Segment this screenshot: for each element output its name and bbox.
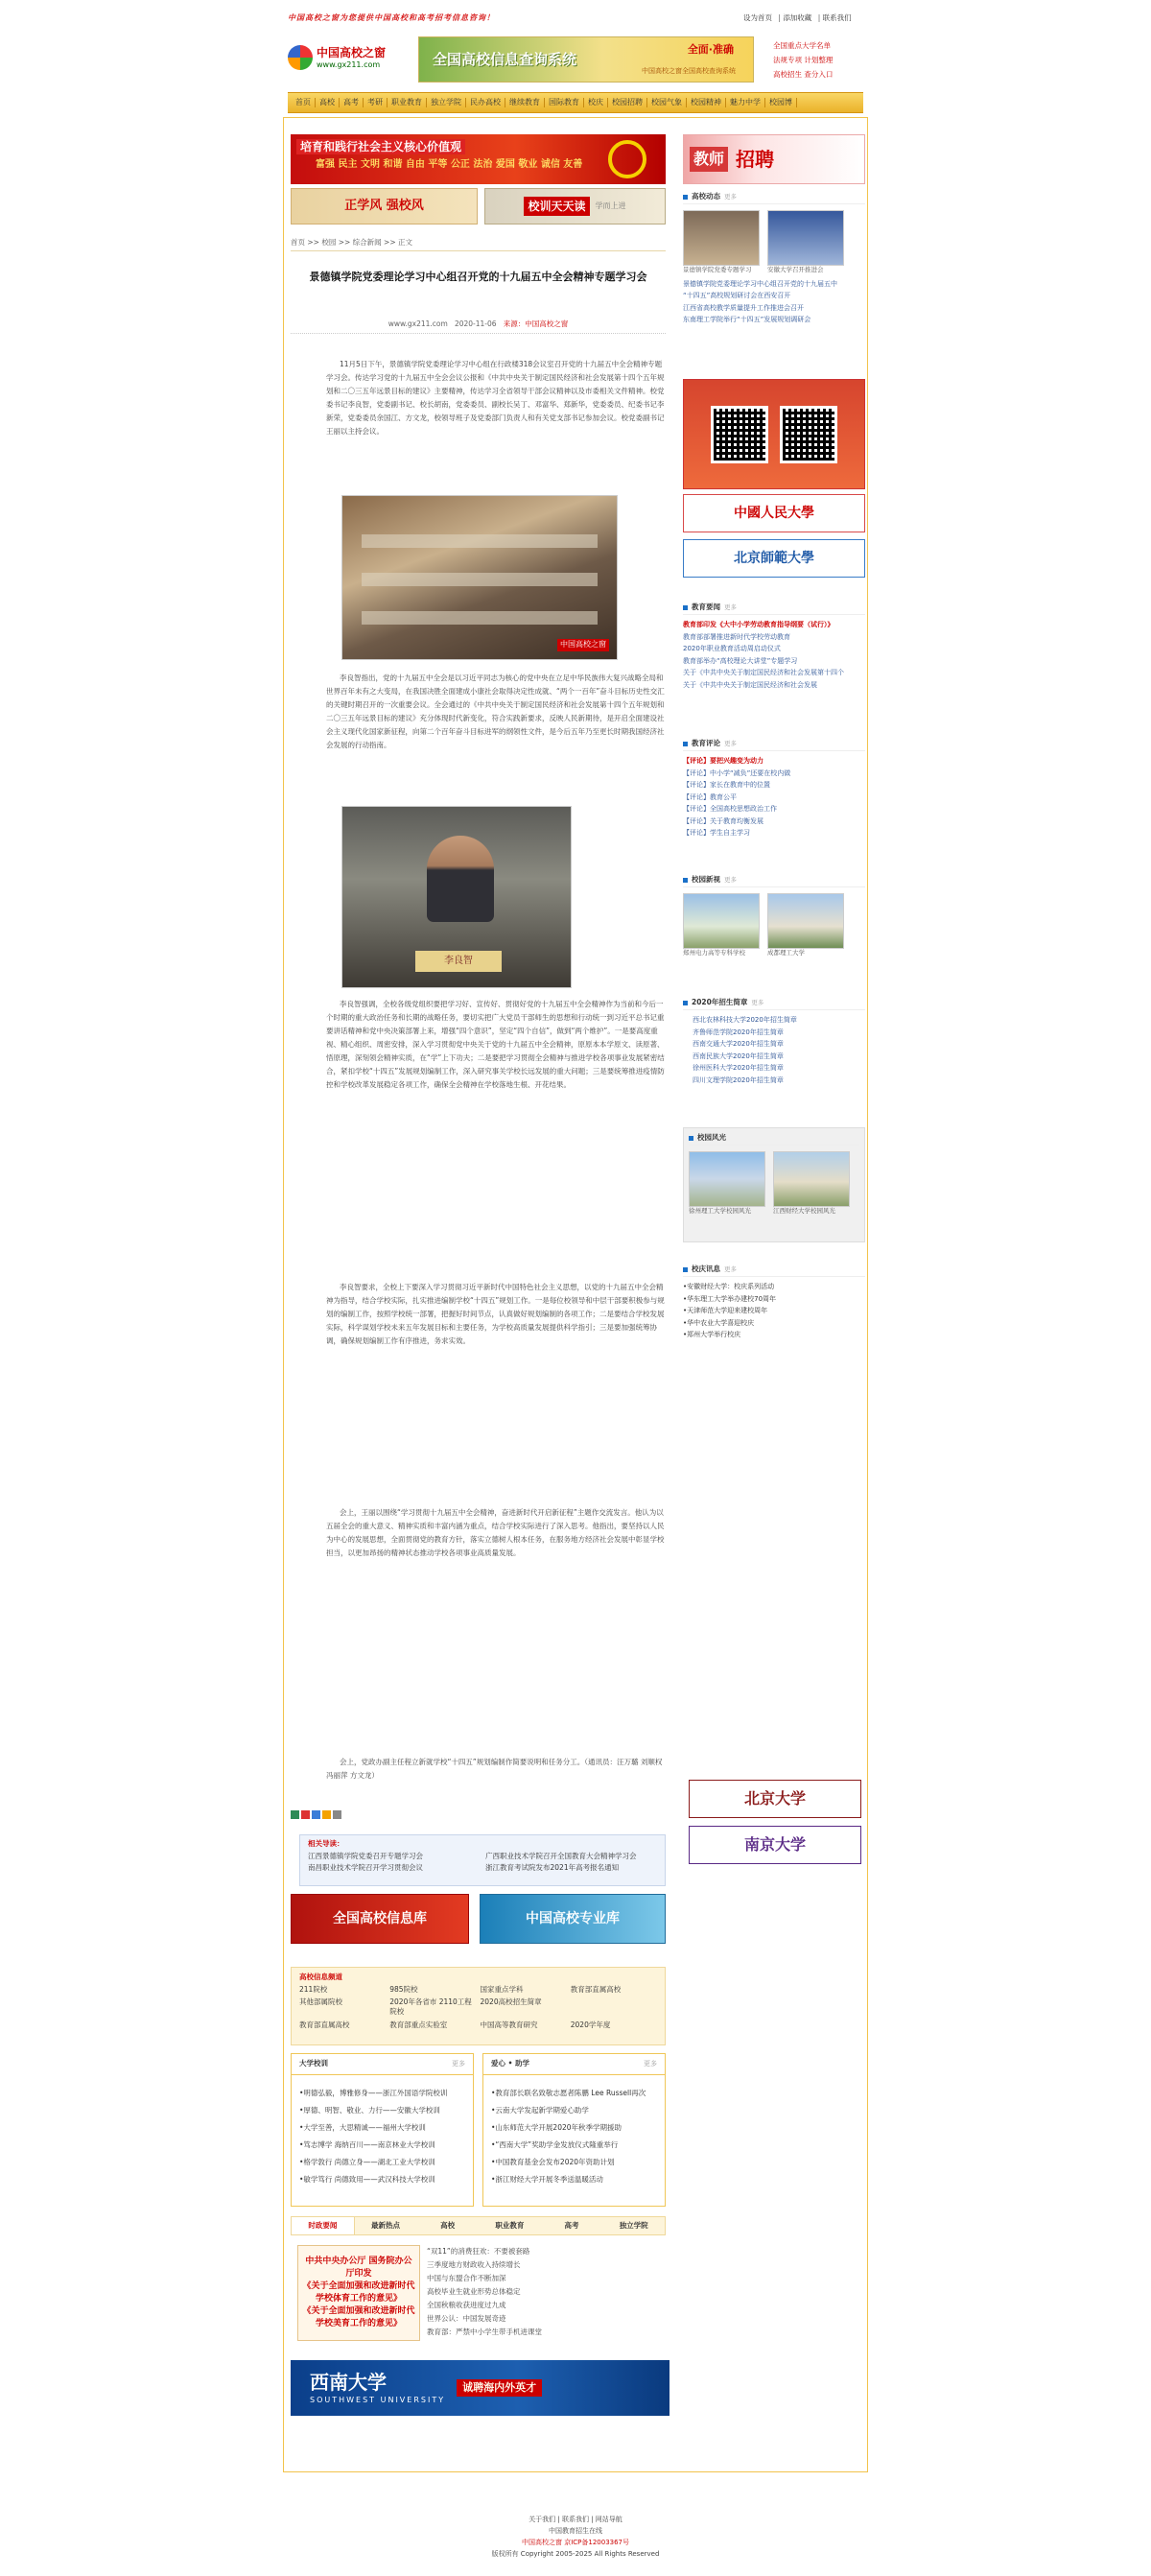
news-item[interactable]: 【评论】中小学“减负”还要在校内做 [683, 768, 791, 777]
southwest-name: 西南大学 [310, 2371, 387, 2395]
section-bullet-icon [689, 1136, 693, 1141]
speaker-figure [427, 836, 494, 922]
motto-box-title: 大学校训 [299, 2059, 328, 2068]
tab-independent[interactable]: 独立学院 [619, 2221, 648, 2230]
ad-major-db-text: 中国高校专业库 [526, 1910, 620, 1926]
top-link-contact[interactable]: 联系我们 [822, 13, 852, 22]
nav-item[interactable]: 职业教育 [388, 98, 427, 107]
teacher-recruit-banner[interactable] [683, 134, 865, 184]
nav-item[interactable]: 高考 [340, 98, 364, 107]
campus-thumb[interactable] [767, 893, 844, 949]
news-item[interactable]: 关于《中共中央关于制定国民经济和社会发展 [683, 680, 817, 689]
news-item[interactable]: 高校毕业生就业形势总体稳定 [427, 2287, 521, 2296]
news-item[interactable]: •华东理工大学举办建校70周年 [683, 1294, 777, 1303]
share-bar [291, 1810, 341, 1819]
news-item[interactable]: 徐州医科大学2020年招生简章 [693, 1064, 784, 1073]
channel-link[interactable]: 教育部直属高校 [570, 1985, 622, 1995]
scenery-thumb[interactable] [773, 1151, 850, 1207]
article-date: 2020-11-06 [454, 319, 497, 328]
article-paragraph: 会上，王丽以围绕“学习贯彻十九届五中全会精神，奋进新时代开启新征程”主题作交流发言。他认为以五届全会的重大意义、精神实质和丰富内涵为重点，结合学校实际进行了深入思考。他指出，要坚持以人民为中心的发展思想，全面贯彻党的教育方针，落实立德树人根本任务，在服务地方经济社会发展中彰显学校担当，以更加昂扬的精神状态推动学校各项事业高质量发展。 [326, 1508, 665, 1557]
news-item[interactable]: •天津师范大学迎来建校周年 [683, 1307, 768, 1315]
motto-banner-text: 校训天天读 [524, 197, 589, 216]
share-weibo-icon[interactable] [301, 1810, 310, 1819]
news-item[interactable]: 教育部举办“高校理论大讲堂”专题学习 [683, 656, 798, 665]
header-link[interactable]: 高校招生 查分入口 [773, 70, 834, 79]
list-item[interactable]: •敏学笃行 尚德致用——武汉科技大学校训 [299, 2175, 435, 2184]
college-info-channel [291, 1967, 666, 2045]
motto-banner[interactable] [484, 188, 666, 225]
nameplate: 李良智 [415, 951, 502, 972]
top-links: 设为首页 | 添加收藏 | 联系我们 [743, 13, 852, 22]
campus-view-section [683, 875, 865, 957]
news-item[interactable]: 2020年职业教育活动周启动仪式 [683, 645, 781, 653]
article-title: 景德镇学院党委理论学习中心组召开党的十九届五中全会精神专题学习会 [309, 271, 647, 283]
news-item[interactable]: 【评论】要把兴趣变为动力 [683, 757, 763, 766]
thumb-caption[interactable]: 景德镇学院党委专题学习 [683, 266, 752, 274]
section-title: 校园风光 [697, 1133, 726, 1142]
news-item[interactable]: 全国秋粮收获进度过九成 [427, 2301, 506, 2309]
more-link[interactable]: 更多 [644, 2059, 657, 2068]
news-item[interactable]: 【评论】全国高校思想政治工作 [683, 805, 777, 814]
thumb-caption[interactable]: 徐州理工大学校园风光 [689, 1207, 751, 1216]
channel-link[interactable]: 其他部属院校 [299, 1997, 342, 2007]
values-line2: 富强 民主 文明 和谐 自由 平等 公正 法治 爱国 敬业 诚信 友善 [316, 159, 583, 170]
list-item[interactable]: •山东师范大学开展2020年秋季学期援助 [491, 2123, 622, 2132]
more-link[interactable]: 更多 [724, 739, 737, 747]
channel-link[interactable]: 985院校 [389, 1985, 418, 1995]
thumb-caption[interactable]: 成都理工大学 [767, 949, 805, 957]
article-site[interactable]: www.gx211.com [388, 319, 448, 328]
campus-thumb[interactable] [683, 893, 760, 949]
logo-mark-icon [288, 45, 313, 70]
list-item[interactable]: •“西南大学”奖助学金发放仪式隆重举行 [491, 2140, 619, 2149]
list-item[interactable]: •笃志博学 海纳百川——南京林业大学校训 [299, 2140, 435, 2149]
related-title: 相关导读： [308, 1839, 344, 1848]
college-news-section [683, 192, 865, 326]
thumb-caption[interactable]: 安徽大学召开推进会 [767, 266, 824, 274]
channel-link[interactable]: 211院校 [299, 1985, 328, 1995]
related-link[interactable]: 南昌职业技术学院召开学习贯彻会议 [308, 1863, 423, 1873]
channel-link[interactable] [571, 1997, 657, 2017]
nav-item[interactable]: 校园博 [765, 98, 797, 107]
anniversary-section [683, 1264, 865, 1341]
southwest-ad[interactable] [291, 2360, 669, 2416]
motto-box [291, 2053, 474, 2207]
news-list [427, 2245, 666, 2339]
article-paragraph: 李良智指出，党的十九届五中全会是以习近平同志为核心的党中央在立足中华民族伟大复兴战略全局和世界百年未有之大变局，在我国决胜全面建成小康社会取得决定性成就、“两个一百年”奋斗目标历史性交汇的关键时期召开的一次重要会议。全会通过的《中共中央关于制定国民经济和社会发展第十四个五年规划和二〇三五年远景目标的建议》充分体现时代新变化，符合实践新要求，反映人民新期待，是开启全面建设社会主义现代化国家新征程，向第二个百年奋斗目标进军的纲领性文件，是今后五年乃至更长时期我国经济社会发展的行动指南。 [326, 674, 665, 749]
list-item[interactable]: •明德弘毅，博雅修身——浙江外国语学院校训 [299, 2089, 448, 2097]
news-item[interactable]: 【评论】学生自主学习 [683, 829, 750, 838]
banner-sub: 全面·准确 [687, 43, 734, 56]
qr-code-icon [711, 406, 768, 463]
related-link[interactable]: 广西职业技术学院召开全国教育大会精神学习会 [485, 1852, 637, 1861]
section-title: 教育评论 [692, 739, 720, 747]
share-qq-icon[interactable] [312, 1810, 320, 1819]
nav-item[interactable]: 继续教育 [505, 98, 545, 107]
nav-item[interactable]: 高校 [316, 98, 340, 107]
news-item[interactable]: 教育部印发《大中小学劳动教育指导纲要（试行）》 [683, 621, 834, 629]
more-link[interactable]: 更多 [724, 192, 737, 201]
news-item[interactable]: 关于《中共中央关于制定国民经济和社会发展第十四个 [683, 669, 844, 677]
channel-link[interactable]: 国家重点学科 [480, 1985, 524, 1995]
news-item[interactable]: 三季度地方财政收入持续增长 [427, 2260, 521, 2269]
ad-college-db[interactable] [291, 1894, 469, 1944]
admission-section [683, 998, 865, 1086]
channel-link[interactable]: 中国高等教育研究 [480, 2020, 538, 2029]
news-item[interactable]: 中国与东盟合作不断加深 [427, 2274, 506, 2282]
more-link[interactable]: 更多 [724, 603, 737, 611]
news-item[interactable]: 西南民族大学2020年招生简章 [693, 1052, 784, 1060]
channel-link[interactable]: 教育部直属高校 [299, 2020, 350, 2029]
article-meta [291, 319, 666, 334]
footer [288, 2514, 863, 2560]
news-tabs [291, 2216, 666, 2235]
top-slogan: 中国高校之窗为您提供中国高校和高考招考信息咨询！ [288, 13, 495, 22]
share-qzone-icon[interactable] [322, 1810, 331, 1819]
article-paragraph: 李良智强调，全校各级党组织要把学习好、宣传好、贯彻好党的十九届五中全会精神作为当前和今后一个时期的重大政治任务和长期的战略任务，要切实把广大党员干部师生的思想和行动统一到习近平总书记重要讲话精神和党中央决策部署上来，增强“四个意识”，坚定“四个自信”，做到“两个维护”。一是要高度重视、精心组织、周密安排，深入学习贯彻党中央关于党的十九届五中全会精神，原原本本学原文、读原著、悟原理，深刻领会精神实质，在“学”上下功夫；二是要把学习贯彻全会精神与推进学校各项事业发展紧密结合，紧扣学校“十四五”发展规划编制工作，深入研究事关学校长远发展的重大问题；三是要统筹推进疫情防控和学校改革发展稳定各项工作，确保全会精神在学校落地生根、开花结果。 [326, 1000, 665, 1089]
values-banner[interactable] [291, 134, 666, 184]
article-paragraph: 11月5日下午，景德镇学院党委理论学习中心组在行政楼318会议室召开党的十九届五中全会精神专题学习会。传达学习党的十九届五中全会会议公报和《中共中央关于制定国民经济和社会发展第十四个五年规划和二〇三五年远景目标的建议》主要精神，传达学习全省领导干部会议精神以及市委相关文件精神。校党委书记李良智，党委副书记、校长胡南，党委委员、副校长吴丁、邓富华、郑新华，党委委员、纪委书记李新荣，党委委员余国江、方文龙，校领导班子及党委部门负责人和有关党支部书记参加会议。校党委副书记王丽以主持会议。 [326, 360, 665, 436]
news-item[interactable]: 世界公认：中国发展奇迹 [427, 2314, 506, 2323]
channel-link[interactable]: 2020高校招生简章 [480, 1997, 542, 2007]
news-item[interactable]: 东南理工学院举行“十四五”发展规划调研会 [683, 316, 811, 324]
renmin-university-logo[interactable]: 中國人民大學 [683, 494, 865, 532]
photo-watermark: 中国高校之窗 [557, 639, 609, 651]
channel-title: 高校信息频道 [299, 1973, 342, 1981]
section-bullet-icon [683, 195, 688, 200]
section-title: 2020年招生简章 [692, 998, 748, 1006]
related-link[interactable]: 江西景德镇学院党委召开专题学习会 [308, 1852, 423, 1861]
tab-hot[interactable]: 最新热点 [371, 2221, 400, 2230]
more-link[interactable]: 更多 [751, 998, 764, 1006]
top-link-fav[interactable]: 添加收藏 [783, 13, 812, 22]
news-item[interactable]: 四川文理学院2020年招生简章 [693, 1075, 784, 1084]
channel-link[interactable]: 教育部重点实验室 [389, 2020, 448, 2029]
header-links [773, 38, 833, 82]
speaker-photo [341, 806, 572, 988]
meeting-photo [341, 495, 618, 660]
nav-item[interactable]: 校园招聘 [608, 98, 647, 107]
related-reading [299, 1834, 666, 1886]
southwest-slogan: 诚聘海内外英才 [457, 2379, 542, 2398]
banner-sub2: 中国高校之窗全国高校查询系统 [642, 66, 736, 75]
more-link[interactable]: 更多 [724, 1264, 737, 1273]
news-item[interactable]: 西南交通大学2020年招生简章 [693, 1040, 784, 1049]
education-comment-section [683, 739, 865, 839]
news-item[interactable]: 【评论】教育公平 [683, 792, 737, 801]
more-link[interactable]: 更多 [452, 2059, 465, 2068]
list-item[interactable]: •教育部长联名致敬志愿者陈鹏 Lee Russell再次 [491, 2089, 646, 2097]
news-thumb[interactable] [767, 210, 844, 266]
footer-links[interactable]: 关于我们 | 联系我们 | 网站导航 [529, 2516, 622, 2523]
tab-vocational[interactable]: 职业教育 [495, 2221, 525, 2230]
logo-name: 中国高校之窗 [317, 45, 387, 59]
news-item[interactable]: 教育部：严禁中小学生带手机进课堂 [427, 2328, 542, 2336]
news-item[interactable]: •郑州大学举行校庆 [683, 1331, 741, 1339]
list-item[interactable]: •厚德、明智、敬业、力行——安徽大学校训 [299, 2106, 440, 2115]
share-more-icon[interactable] [333, 1810, 341, 1819]
scenery-thumb[interactable] [689, 1151, 765, 1207]
values-line1: 培育和践行社会主义核心价值观 [296, 139, 465, 154]
nav-item[interactable]: 考研 [364, 98, 388, 107]
news-item[interactable]: 西北农林科技大学2020年招生简章 [693, 1016, 797, 1025]
section-title: 校庆讯息 [692, 1264, 720, 1273]
recruit-title: 招聘 [736, 147, 775, 171]
nav-item[interactable]: 国际教育 [545, 98, 584, 107]
nav-item[interactable]: 校园气象 [647, 98, 687, 107]
section-bullet-icon [683, 605, 688, 610]
motto-banner-sub: 学而上进 [595, 201, 626, 210]
thumb-caption[interactable]: 郑州电力高等专科学校 [683, 949, 745, 957]
news-thumb[interactable] [683, 210, 760, 266]
section-title: 校园新视 [692, 875, 720, 884]
channel-link[interactable]: 2020学年度 [570, 2020, 611, 2029]
article-source: 来源：中国高校之窗 [503, 319, 569, 328]
pku-logo[interactable]: 北京大学 [689, 1780, 861, 1818]
more-link[interactable]: 更多 [724, 875, 737, 884]
southwest-en: SOUTHWEST UNIVERSITY [310, 2396, 446, 2405]
channel-link[interactable]: 2020年各省市 2110工程院校 [389, 1997, 472, 2017]
main-nav [288, 92, 863, 113]
nav-item[interactable]: 独立学院 [427, 98, 466, 107]
news-item[interactable]: 【评论】关于教育均衡发展 [683, 816, 763, 825]
list-item[interactable]: •云南大学发起新学期爱心助学 [491, 2106, 589, 2115]
news-item[interactable]: •华中农业大学喜迎校庆 [683, 1318, 755, 1327]
nav-item[interactable]: 校园精神 [687, 98, 726, 107]
notice-line: 《关于全面加强和改进新时代学校美育工作的意见》 [302, 2306, 415, 2328]
header-link[interactable]: 法规专项 计划整理 [773, 56, 834, 64]
section-title: 教育要闻 [692, 603, 720, 611]
ad-college-db-text: 全国高校信息库 [333, 1910, 427, 1926]
site-logo[interactable] [288, 35, 412, 81]
header-banner[interactable] [418, 36, 754, 83]
section-bullet-icon [683, 878, 688, 883]
aid-box-title: 爱心 • 助学 [491, 2059, 530, 2068]
news-item[interactable]: 江西省高校教学质量提升工作推进会召开 [683, 303, 804, 312]
header-link[interactable]: 全国重点大学名单 [773, 41, 831, 50]
recruit-label: 教师 [690, 147, 728, 172]
nav-item[interactable]: 校庆 [584, 98, 608, 107]
aid-box [482, 2053, 666, 2207]
logo-url: www.gx211.com [317, 59, 381, 69]
ad-major-db[interactable] [480, 1894, 666, 1944]
breadcrumb[interactable]: 首页 >> 校园 >> 综合新闻 >> 正文 [291, 238, 666, 251]
policy-notice[interactable] [297, 2245, 420, 2341]
style-banner[interactable] [291, 188, 478, 225]
notice-line: 中共中央办公厅 国务院办公厅印发 [305, 2257, 412, 2279]
qr-codes [683, 379, 865, 489]
nav-item[interactable]: 首页 [292, 98, 316, 107]
campus-scenery-section [683, 1127, 865, 1242]
news-item[interactable]: 景德镇学院党委理论学习中心组召开党的十九届五中 [683, 279, 837, 288]
qr-code-icon [780, 406, 837, 463]
news-item[interactable]: “双11”的消费狂欢：不要被套路 [427, 2247, 530, 2256]
tab-gaokao[interactable]: 高考 [564, 2221, 579, 2230]
article-paragraph: 李良智要求，全校上下要深入学习贯彻习近平新时代中国特色社会主义思想，以党的十九届五中全会精神为指导，结合学校实际，扎实推进编制学校“十四五”规划工作。一是每位校领导和中层干部要积极参与规划的编制工作，按照学校统一部署，把握好时间节点，认真做好规划编制的各项工作；二是要结合学校发展实际，科学谋划学校未来五年发展目标和主要任务，为学校高质量发展提供科学指引；三是要加强统筹协调，确保规划编制工作有序推进，务求实效。 [326, 1283, 665, 1345]
bnu-logo[interactable]: 北京師範大學 [683, 539, 865, 578]
footer-icp[interactable]: 中国高校之窗 京ICP备12003367号 [521, 2539, 630, 2546]
section-bullet-icon [683, 1267, 688, 1272]
footer-line: 中国教育招生在线 [549, 2527, 602, 2535]
news-item[interactable]: 齐鲁师范学院2020年招生简章 [693, 1028, 784, 1036]
nju-logo[interactable]: 南京大学 [689, 1826, 861, 1864]
article-paragraph: 会上，党政办副主任程立新就学校“十四五”规划编制作简要说明和任务分工。（通讯员：汪万璐 刘顺权 冯丽萍 方文龙） [326, 1758, 663, 1780]
section-bullet-icon [683, 742, 688, 746]
style-banner-text: 正学风 强校风 [344, 199, 424, 214]
news-item[interactable]: •安徽财经大学：校庆系列活动 [683, 1283, 775, 1291]
footer-copyright: 版权所有 Copyright 2005-2025 All Rights Reserved [491, 2550, 660, 2558]
nav-item[interactable]: 民办高校 [466, 98, 505, 107]
education-news-section [683, 603, 865, 691]
party-emblem-icon [608, 140, 646, 178]
banner-title: 全国高校信息查询系统 [433, 50, 577, 68]
tab-politics[interactable]: 时政要闻 [292, 2217, 355, 2234]
nav-item[interactable]: 魅力中学 [726, 98, 765, 107]
news-item[interactable]: 【评论】家长在教育中的位置 [683, 781, 770, 790]
news-item[interactable]: 教育部部署推进新时代学校劳动教育 [683, 632, 790, 641]
thumb-caption[interactable]: 江西财经大学校园风光 [773, 1207, 835, 1216]
news-item[interactable]: “十四五”高校规划研讨会在西安召开 [683, 292, 791, 300]
list-item[interactable]: •大学至善，大思精诚——福州大学校训 [299, 2123, 426, 2132]
notice-line: 《关于全面加强和改进新时代学校体育工作的意见》 [302, 2281, 415, 2304]
list-item[interactable]: •浙江财经大学开展冬季送温暖活动 [491, 2175, 603, 2184]
top-link-home[interactable]: 设为首页 [743, 13, 772, 22]
tab-college[interactable]: 高校 [440, 2221, 456, 2230]
list-item[interactable]: •格学敦行 尚德立身——湖北工业大学校训 [299, 2158, 435, 2166]
section-title: 高校动态 [692, 192, 720, 201]
share-wechat-icon[interactable] [291, 1810, 299, 1819]
related-link[interactable]: 浙江教育考试院发布2021年高考报名通知 [485, 1863, 620, 1873]
list-item[interactable]: •中国教育基金会发布2020年资助计划 [491, 2158, 615, 2166]
section-bullet-icon [683, 1001, 688, 1005]
